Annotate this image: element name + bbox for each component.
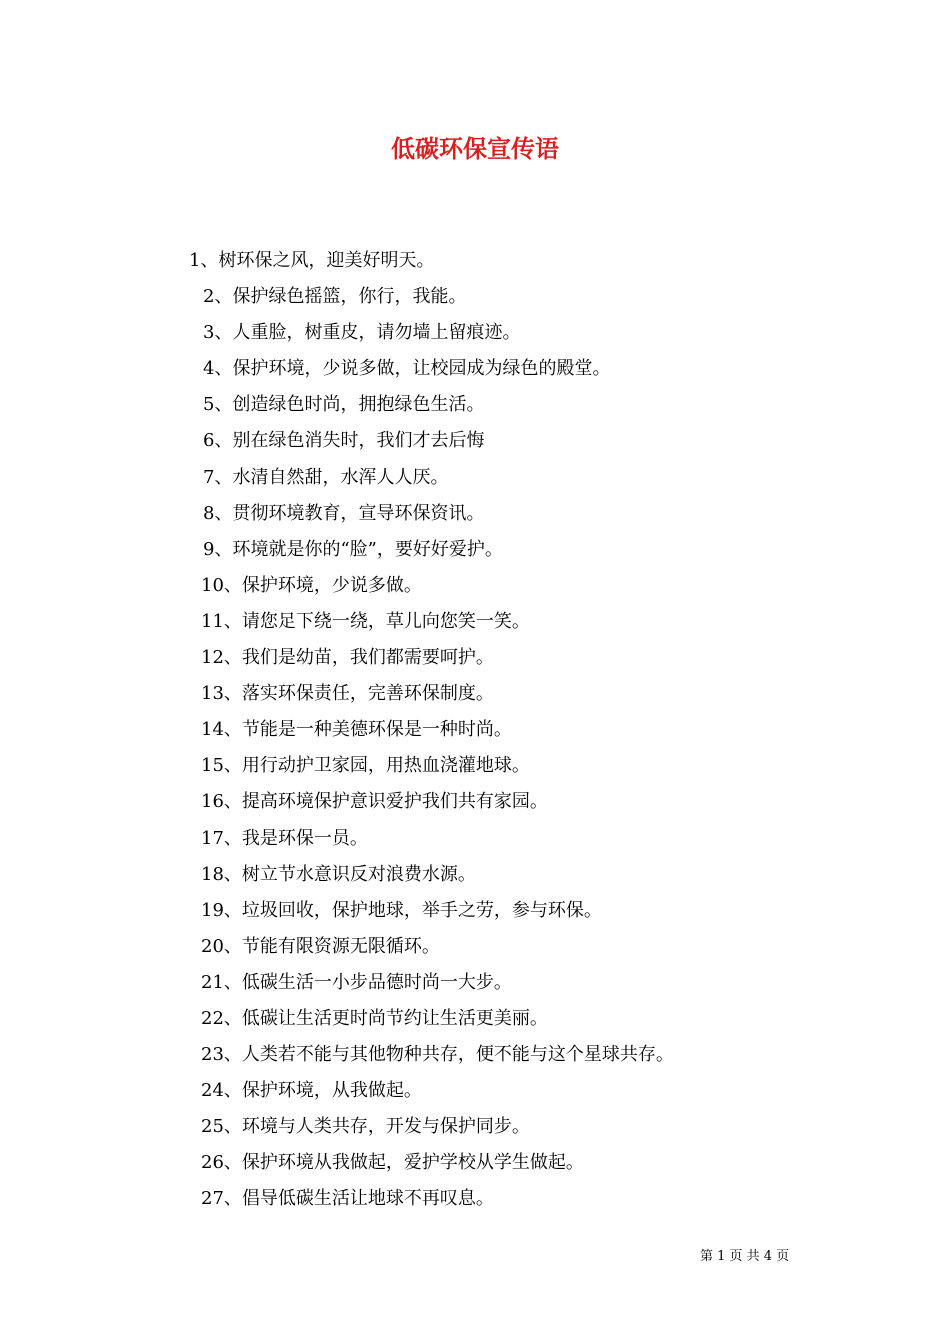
slogan-item: 13、落实环保责任，完善环保制度。 (201, 683, 494, 705)
slogan-item: 24、保护环境，从我做起。 (201, 1080, 422, 1102)
slogan-item: 11、请您足下绕一绕，草儿向您笑一笑。 (201, 610, 530, 632)
slogan-item: 25、环境与人类共存，开发与保护同步。 (201, 1116, 530, 1138)
slogan-item: 27、倡导低碳生活让地球不再叹息。 (201, 1188, 494, 1210)
slogan-list (0, 243, 950, 1218)
slogan-item: 10、保护环境，少说多做。 (201, 574, 422, 596)
slogan-item: 1、树环保之风，迎美好明天。 (189, 250, 435, 271)
slogan-item: 16、提高环境保护意识爱护我们共有家园。 (201, 791, 548, 813)
page-footer: 第 1 页 共 4 页 (700, 1249, 790, 1264)
slogan-item: 26、保护环境从我做起，爱护学校从学生做起。 (201, 1152, 584, 1174)
slogan-item: 23、人类若不能与其他物种共存，便不能与这个星球共存。 (201, 1044, 674, 1066)
slogan-item: 4、保护环境，少说多做，让校园成为绿色的殿堂。 (203, 358, 611, 380)
slogan-item: 6、别在绿色消失时，我们才去后悔 (203, 430, 485, 452)
slogan-item: 5、创造绿色时尚，拥抱绿色生活。 (203, 394, 485, 416)
slogan-item: 3、人重脸，树重皮，请勿墙上留痕迹。 (203, 322, 521, 344)
slogan-item: 15、用行动护卫家园，用热血浇灌地球。 (201, 755, 530, 777)
slogan-item: 2、保护绿色摇篮，你行，我能。 (203, 286, 467, 308)
slogan-item: 19、垃圾回收，保护地球，举手之劳，参与环保。 (201, 899, 602, 921)
slogan-item: 22、低碳让生活更时尚节约让生活更美丽。 (201, 1007, 548, 1029)
slogan-item: 8、贯彻环境教育，宣导环保资讯。 (203, 502, 485, 524)
slogan-item: 17、我是环保一员。 (201, 827, 368, 849)
slogan-item: 14、节能是一种美德环保是一种时尚。 (201, 719, 512, 741)
slogan-item: 21、低碳生活一小步品德时尚一大步。 (201, 971, 512, 993)
slogan-item: 9、环境就是你的“脸”，要好好爱护。 (203, 538, 503, 560)
slogan-item: 7、水清自然甜，水浑人人厌。 (203, 466, 449, 488)
slogan-item: 18、树立节水意识反对浪费水源。 (201, 863, 476, 885)
slogan-item: 12、我们是幼苗，我们都需要呵护。 (201, 647, 494, 669)
document-title: 低碳环保宣传语 (391, 134, 559, 163)
slogan-item: 20、节能有限资源无限循环。 (201, 935, 440, 957)
